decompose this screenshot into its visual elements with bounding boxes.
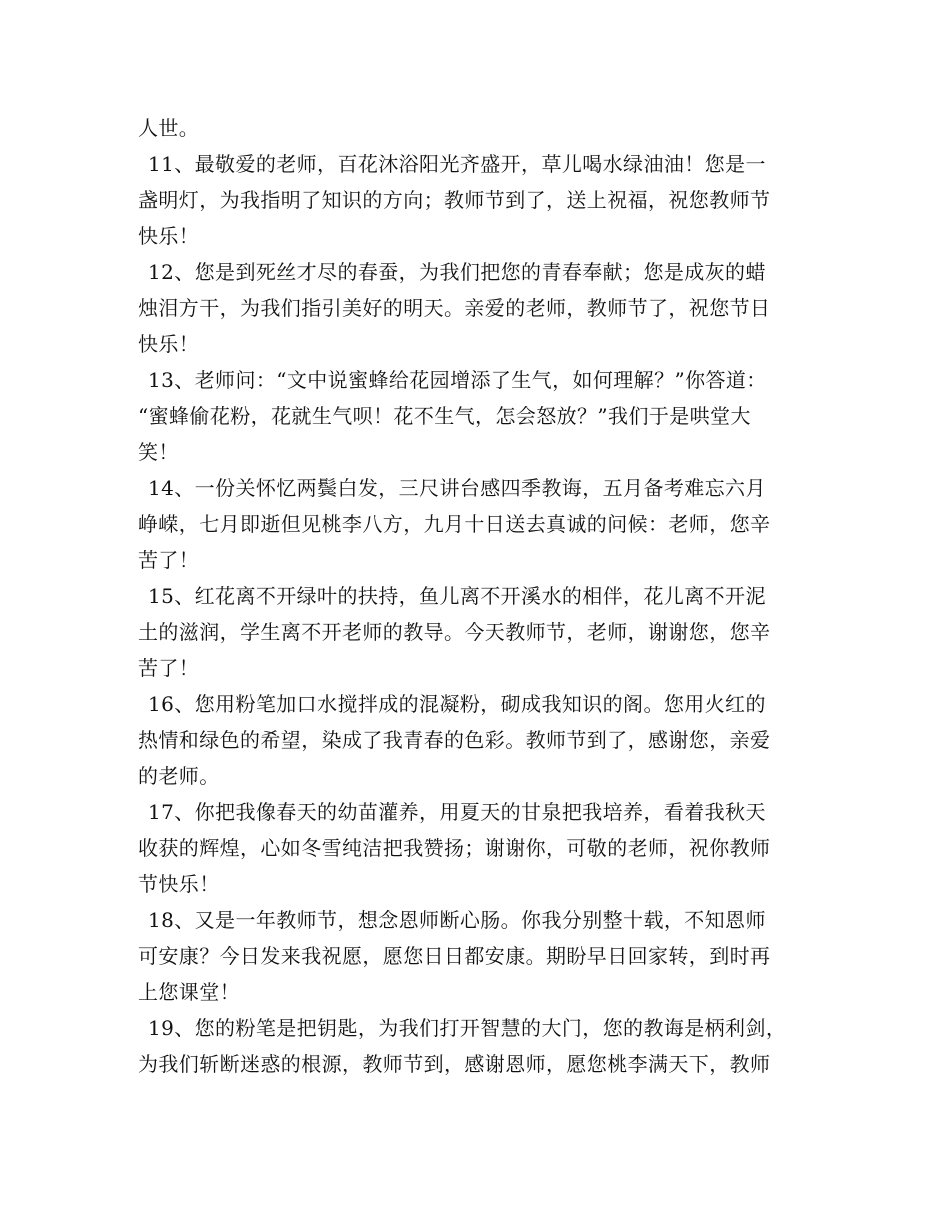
text-line: 快乐！ <box>138 224 200 248</box>
text-line: 苦了！ <box>138 656 200 680</box>
text-line: 上您课堂！ <box>138 980 240 1004</box>
text-line: 苦了！ <box>138 548 200 572</box>
text-line: 热情和绿色的希望，染成了我青春的色彩。教师节到了，感谢您，亲爱 <box>138 728 771 752</box>
text-line: 19、您的粉笔是把钥匙，为我们打开智慧的大门，您的教诲是柄利剑， <box>148 1016 787 1040</box>
text-line: 人世。 <box>138 116 200 140</box>
text-line: 收获的辉煌，心如冬雪纯洁把我赞扬；谢谢你，可敬的老师，祝你教师 <box>138 836 771 860</box>
text-line: 可安康？今日发来我祝愿，愿您日日都安康。期盼早日回家转，到时再 <box>138 944 771 968</box>
text-line: 快乐！ <box>138 332 200 356</box>
text-line: “蜜蜂偷花粉，花就生气呗！花不生气，怎会怒放？”我们于是哄堂大 <box>138 404 751 428</box>
text-line: 盏明灯，为我指明了知识的方向；教师节到了，送上祝福，祝您教师节 <box>138 188 771 212</box>
text-line: 16、您用粉笔加口水搅拌成的混凝粉，砌成我知识的阁。您用火红的 <box>148 692 766 716</box>
text-line: 14、一份关怀忆两鬓白发，三尺讲台感四季教诲，五月备考难忘六月 <box>148 476 766 500</box>
text-line: 18、又是一年教师节，想念恩师断心肠。你我分别整十载，不知恩师 <box>148 908 766 932</box>
text-line: 17、你把我像春天的幼苗灌养，用夏天的甘泉把我培养，看着我秋天 <box>148 800 766 824</box>
text-line: 11、最敬爱的老师，百花沐浴阳光齐盛开，草儿喝水绿油油！您是一 <box>148 152 766 176</box>
text-line: 节快乐！ <box>138 872 220 896</box>
text-line: 峥嵘，七月即逝但见桃李八方，九月十日送去真诚的问候：老师，您辛 <box>138 512 771 536</box>
text-line: 烛泪方干，为我们指引美好的明天。亲爱的老师，教师节了，祝您节日 <box>138 296 771 320</box>
text-line: 12、您是到死丝才尽的春蚕，为我们把您的青春奉献；您是成灰的蜡 <box>148 260 766 284</box>
text-line: 13、老师问：“文中说蜜蜂给花园增添了生气，如何理解？”你答道： <box>148 368 767 392</box>
text-line: 笑！ <box>138 440 179 464</box>
text-line: 的老师。 <box>138 764 220 788</box>
text-line: 土的滋润，学生离不开老师的教导。今天教师节，老师，谢谢您，您辛 <box>138 620 771 644</box>
text-line: 为我们斩断迷惑的根源，教师节到，感谢恩师，愿您桃李满天下，教师 <box>138 1052 771 1076</box>
text-line: 15、红花离不开绿叶的扶持，鱼儿离不开溪水的相伴，花儿离不开泥 <box>148 584 766 608</box>
